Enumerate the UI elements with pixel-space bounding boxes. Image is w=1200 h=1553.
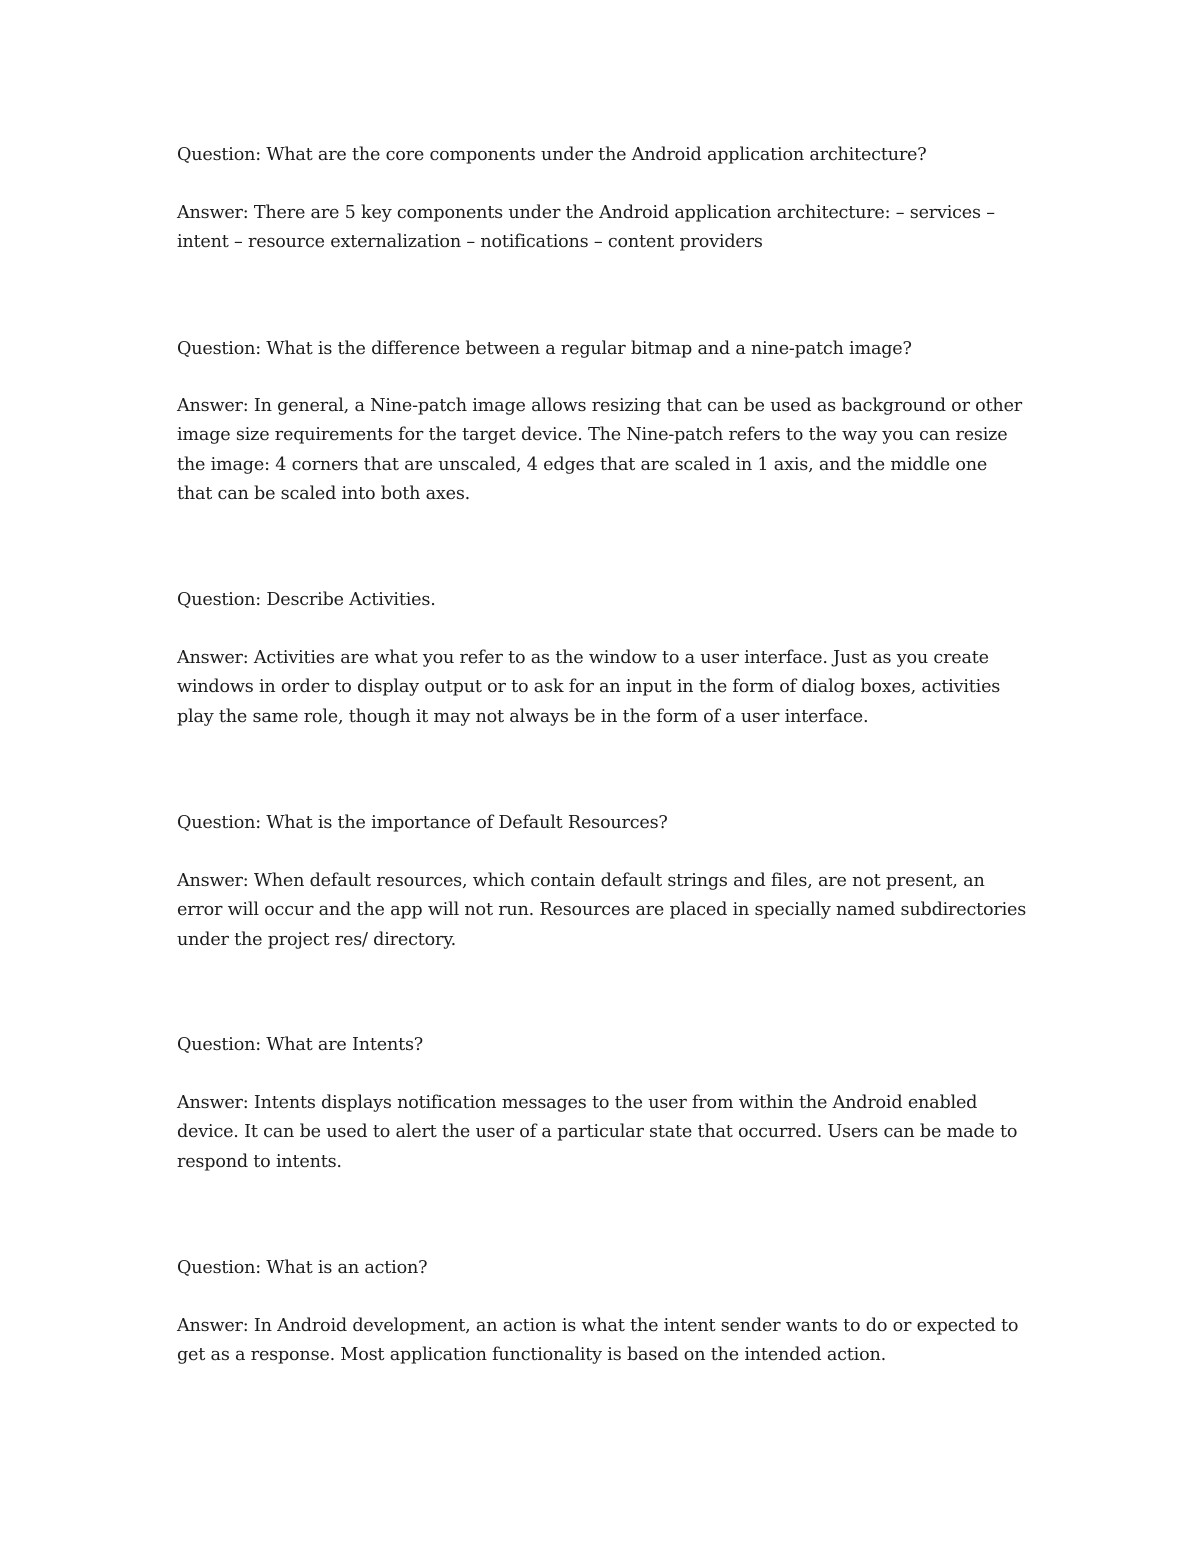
answer-5: Answer: Intents displays notification messages to the user from within the Android enabled device. It can be used to alert the user of a particular state that occurred. Users can be made to respond to intents.: [177, 1093, 1018, 1172]
answer-4: Answer: When default resources, which contain default strings and files, are not present, an error will occur and the app will not run. Resources are placed in specially named subdirectories under the project res/ directory.: [177, 871, 1027, 950]
answer-2: Answer: In general, a Nine-patch image allows resizing that can be used as background or other image size requirements for the target device. The Nine-patch refers to the way you can resize the image: 4 corners that are unscaled, 4 edges that are scaled in 1 axis, and the middle one that can be scaled into both axes.: [177, 396, 1022, 504]
answer-3: Answer: Activities are what you refer to as the window to a user interface. Just as you create windows in order to display output or to ask for an input in the form of dialog boxes, activities play the same role, though it may not always be in the form of a user interface.: [177, 648, 1001, 727]
question-6: Question: What is an action?: [177, 1258, 428, 1278]
answer-6: Answer: In Android development, an action is what the intent sender wants to do or expected to get as a response. Most application functionality is based on the intended action.: [177, 1316, 1019, 1366]
question-4: Question: What is the importance of Default Resources?: [177, 813, 668, 833]
question-2: Question: What is the difference between a regular bitmap and a nine-patch image?: [177, 339, 912, 359]
answer-1: Answer: There are 5 key components under the Android application architecture: – services – intent – resource externalization – notifications – content providers: [177, 203, 995, 253]
question-1: Question: What are the core components under the Android application architecture?: [177, 145, 927, 165]
question-5: Question: What are Intents?: [177, 1035, 424, 1055]
question-3: Question: Describe Activities.: [177, 590, 436, 610]
